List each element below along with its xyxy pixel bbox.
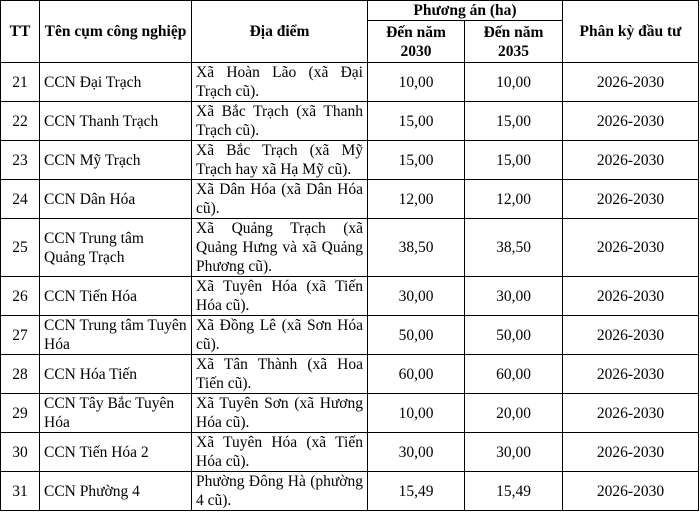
cell-area-2030: 10,00 bbox=[368, 63, 465, 102]
cell-area-2030: 12,00 bbox=[368, 180, 465, 219]
cell-area-2030: 30,00 bbox=[368, 433, 465, 472]
cell-location: Xã Bắc Trạch (xã Thanh Trạch cũ). bbox=[192, 102, 368, 141]
cell-tt: 23 bbox=[1, 141, 40, 180]
cell-tt: 24 bbox=[1, 180, 40, 219]
cell-location: Xã Tân Thành (xã Hoa Tiến cũ). bbox=[192, 355, 368, 394]
cell-tt: 22 bbox=[1, 102, 40, 141]
cell-investment-period: 2026-2030 bbox=[563, 219, 699, 277]
table-row bbox=[1, 63, 699, 102]
cell-cluster-name: CCN Tiến Hóa bbox=[40, 277, 192, 316]
cell-area-2030: 15,49 bbox=[368, 472, 465, 511]
cell-location: Xã Bắc Trạch (xã Mỹ Trạch hay xã Hạ Mỹ cũ). bbox=[192, 141, 368, 180]
cell-investment-period: 2026-2030 bbox=[563, 277, 699, 316]
cell-location: Xã Đồng Lê (xã Sơn Hóa cũ). bbox=[192, 316, 368, 355]
cell-cluster-name: CCN Hóa Tiến bbox=[40, 355, 192, 394]
cell-area-2035: 20,00 bbox=[465, 394, 563, 433]
cell-investment-period: 2026-2030 bbox=[563, 63, 699, 102]
table-row bbox=[1, 102, 699, 141]
cell-location: Xã Tuyên Hóa (xã Tiến Hóa cũ). bbox=[192, 433, 368, 472]
cell-area-2030: 10,00 bbox=[368, 394, 465, 433]
table-row bbox=[1, 472, 699, 511]
cell-tt: 30 bbox=[1, 433, 40, 472]
cell-area-2030: 50,00 bbox=[368, 316, 465, 355]
cell-cluster-name: CCN Trung tâm Tuyên Hóa bbox=[40, 316, 192, 355]
header-investment-period: Phân kỳ đầu tư bbox=[563, 1, 699, 63]
cell-area-2030: 15,00 bbox=[368, 102, 465, 141]
header-plan: Phương án (ha) bbox=[368, 1, 563, 21]
cell-area-2035: 12,00 bbox=[465, 180, 563, 219]
cell-tt: 31 bbox=[1, 472, 40, 511]
table-row bbox=[1, 394, 699, 433]
table-row bbox=[1, 277, 699, 316]
cell-cluster-name: CCN Mỹ Trạch bbox=[40, 141, 192, 180]
cell-cluster-name: CCN Tiến Hóa 2 bbox=[40, 433, 192, 472]
cell-area-2035: 15,49 bbox=[465, 472, 563, 511]
cell-investment-period: 2026-2030 bbox=[563, 433, 699, 472]
cell-area-2035: 30,00 bbox=[465, 277, 563, 316]
cell-cluster-name: CCN Thanh Trạch bbox=[40, 102, 192, 141]
cell-location: Xã Tuyên Sơn (xã Hương Hóa cũ). bbox=[192, 394, 368, 433]
table-row bbox=[1, 316, 699, 355]
header-by-2035: Đến năm 2035 bbox=[465, 21, 563, 63]
cell-location: Xã Hoàn Lão (xã Đại Trạch cũ). bbox=[192, 63, 368, 102]
cell-area-2030: 15,00 bbox=[368, 141, 465, 180]
cell-area-2035: 60,00 bbox=[465, 355, 563, 394]
cell-cluster-name: CCN Trung tâm Quảng Trạch bbox=[40, 219, 192, 277]
header-location: Địa điểm bbox=[192, 1, 368, 63]
header-by-2030: Đến năm 2030 bbox=[368, 21, 465, 63]
cell-tt: 27 bbox=[1, 316, 40, 355]
cell-area-2035: 38,50 bbox=[465, 219, 563, 277]
table-row bbox=[1, 355, 699, 394]
cell-location: Phường Đông Hà (phường 4 cũ). bbox=[192, 472, 368, 511]
cell-tt: 25 bbox=[1, 219, 40, 277]
cell-investment-period: 2026-2030 bbox=[563, 102, 699, 141]
header-cluster-name: Tên cụm công nghiệp bbox=[40, 1, 192, 63]
cell-location: Xã Dân Hóa (xã Dân Hóa cũ). bbox=[192, 180, 368, 219]
cell-investment-period: 2026-2030 bbox=[563, 472, 699, 511]
cell-area-2030: 60,00 bbox=[368, 355, 465, 394]
cell-tt: 28 bbox=[1, 355, 40, 394]
cell-tt: 21 bbox=[1, 63, 40, 102]
cell-investment-period: 2026-2030 bbox=[563, 394, 699, 433]
table-row bbox=[1, 141, 699, 180]
cell-cluster-name: CCN Đại Trạch bbox=[40, 63, 192, 102]
table-row bbox=[1, 180, 699, 219]
cell-cluster-name: CCN Phường 4 bbox=[40, 472, 192, 511]
cell-location: Xã Quảng Trạch (xã Quảng Hưng và xã Quảng Phương cũ). bbox=[192, 219, 368, 277]
cell-investment-period: 2026-2030 bbox=[563, 316, 699, 355]
cell-area-2035: 15,00 bbox=[465, 102, 563, 141]
cell-cluster-name: CCN Tây Bắc Tuyên Hóa bbox=[40, 394, 192, 433]
table-row bbox=[1, 219, 699, 277]
cell-area-2030: 30,00 bbox=[368, 277, 465, 316]
header-tt: TT bbox=[1, 1, 40, 63]
cell-area-2030: 38,50 bbox=[368, 219, 465, 277]
cell-tt: 29 bbox=[1, 394, 40, 433]
cell-investment-period: 2026-2030 bbox=[563, 355, 699, 394]
cell-area-2035: 30,00 bbox=[465, 433, 563, 472]
cell-area-2035: 15,00 bbox=[465, 141, 563, 180]
cell-location: Xã Tuyên Hóa (xã Tiến Hóa cũ). bbox=[192, 277, 368, 316]
cell-investment-period: 2026-2030 bbox=[563, 141, 699, 180]
cell-area-2035: 50,00 bbox=[465, 316, 563, 355]
cell-tt: 26 bbox=[1, 277, 40, 316]
cell-cluster-name: CCN Dân Hóa bbox=[40, 180, 192, 219]
cell-investment-period: 2026-2030 bbox=[563, 180, 699, 219]
cell-area-2035: 10,00 bbox=[465, 63, 563, 102]
table-row bbox=[1, 433, 699, 472]
